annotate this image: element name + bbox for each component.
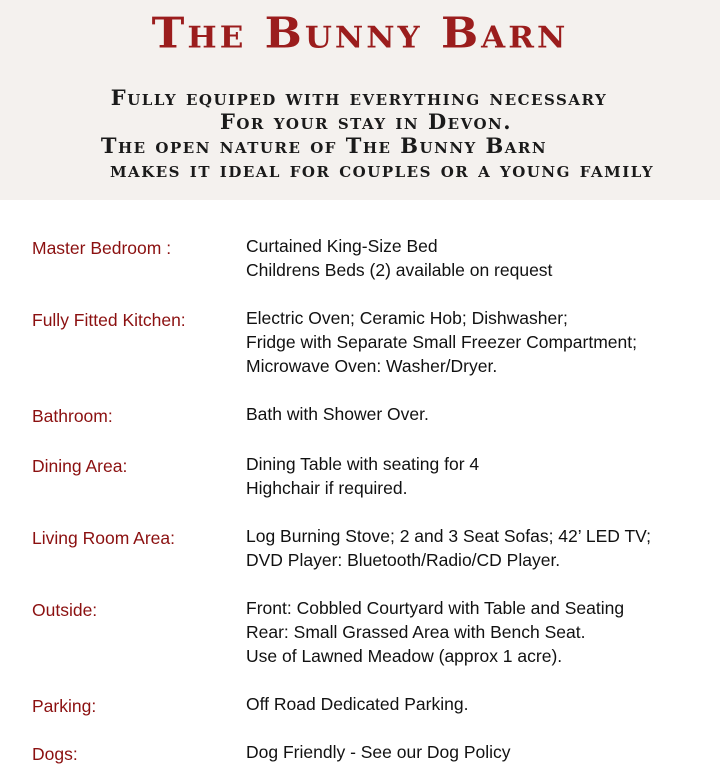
feature-description — [246, 524, 651, 572]
feature-label: Dining Area: — [32, 456, 128, 476]
feature-description — [246, 596, 624, 668]
feature-label: Outside: — [32, 600, 98, 620]
feature-line: Highchair if required. — [246, 478, 408, 498]
feature-description — [246, 692, 468, 716]
feature-line: DVD Player: Bluetooth/Radio/CD Player. — [246, 550, 561, 570]
feature-line: Fridge with Separate Small Freezer Compartment; — [246, 332, 637, 352]
tagline-line: makes it ideal for couples or a young family — [109, 157, 655, 182]
header-banner — [0, 0, 720, 200]
feature-line: Log Burning Stove; 2 and 3 Seat Sofas; 42’ LED TV; — [246, 526, 652, 546]
feature-line: Rear: Small Grassed Area with Bench Seat. — [246, 622, 586, 642]
tagline-line: For your stay in Devon. — [219, 109, 513, 134]
feature-label: Bathroom: — [32, 406, 113, 426]
tagline-line: Fully equiped with everything necessary — [110, 85, 608, 110]
feature-description — [246, 452, 479, 500]
feature-description — [246, 402, 429, 426]
feature-label: Parking: — [32, 696, 97, 716]
feature-line: Microwave Oven: Washer/Dryer. — [246, 356, 498, 376]
feature-label: Living Room Area: — [32, 528, 175, 548]
feature-line: Curtained King-Size Bed — [246, 236, 438, 256]
feature-description — [246, 234, 552, 282]
feature-line: Use of Lawned Meadow (approx 1 acre). — [246, 646, 563, 666]
feature-line: Electric Oven; Ceramic Hob; Dishwasher; — [246, 308, 568, 328]
feature-line: Off Road Dedicated Parking. — [246, 694, 469, 714]
tagline — [0, 86, 720, 182]
feature-label: Master Bedroom : — [32, 238, 172, 258]
feature-description — [246, 740, 511, 764]
feature-description — [246, 306, 637, 378]
feature-line: Dog Friendly - See our Dog Policy — [246, 742, 511, 762]
feature-label: Dogs: — [32, 744, 78, 764]
page-title: The Bunny Barn — [151, 9, 569, 58]
feature-label: Fully Fitted Kitchen: — [32, 310, 186, 330]
feature-line: Front: Cobbled Courtyard with Table and Seating — [246, 598, 625, 618]
feature-line: Dining Table with seating for 4 — [246, 454, 480, 474]
tagline-line: The open nature of The Bunny Barn — [100, 133, 548, 158]
feature-line: Childrens Beds (2) available on request — [246, 260, 553, 280]
feature-line: Bath with Shower Over. — [246, 404, 429, 424]
